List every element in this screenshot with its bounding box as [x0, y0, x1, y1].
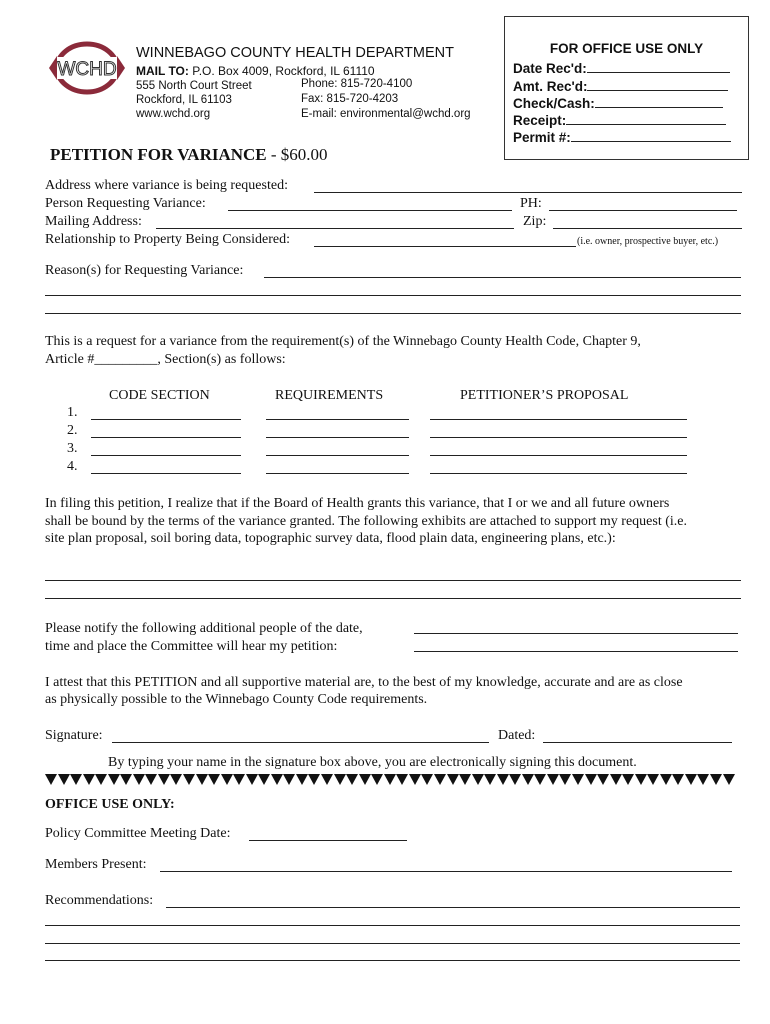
- recommendations-field-1[interactable]: [166, 907, 740, 908]
- zip-label: Zip:: [523, 214, 547, 229]
- mailing-label: Mailing Address:: [45, 214, 142, 229]
- mail-to-value: P.O. Box 4009, Rockford, IL 61110: [192, 64, 375, 78]
- divider-triangle: [559, 774, 571, 785]
- divider-triangle: [472, 774, 484, 785]
- divider-triangle: [334, 774, 346, 785]
- relationship-label: Relationship to Property Being Considered:: [45, 232, 290, 247]
- requirements-field-2[interactable]: [266, 437, 409, 438]
- meeting-date-field[interactable]: [249, 840, 407, 841]
- col-petitioner-proposal: PETITIONER’S PROPOSAL: [460, 388, 629, 403]
- petition-fee: - $60.00: [266, 145, 328, 164]
- address-field[interactable]: [314, 192, 742, 193]
- office-box-title: FOR OFFICE USE ONLY: [549, 41, 704, 56]
- divider-triangle: [585, 774, 597, 785]
- exhibits-field-2[interactable]: [45, 598, 741, 599]
- proposal-field-4[interactable]: [430, 473, 687, 474]
- website-link[interactable]: www.wchd.org: [136, 108, 211, 120]
- person-label: Person Requesting Variance:: [45, 196, 206, 211]
- requirements-field-1[interactable]: [266, 419, 409, 420]
- row-number: 4.: [67, 459, 78, 474]
- divider-triangles: [45, 774, 735, 790]
- divider-triangle: [672, 774, 684, 785]
- reasons-field-3[interactable]: [45, 313, 741, 314]
- signature-field[interactable]: [112, 742, 489, 743]
- signature-label: Signature:: [45, 728, 103, 743]
- svg-text:WCHD: WCHD: [57, 59, 117, 80]
- divider-triangle: [83, 774, 95, 785]
- city-address: Rockford, IL 61103: [136, 94, 232, 106]
- check-cash-field[interactable]: [595, 96, 723, 108]
- divider-triangle: [283, 774, 295, 785]
- esign-note: By typing your name in the signature box above, you are electronically signing this document.: [108, 755, 637, 770]
- receipt-label: Receipt:: [513, 113, 567, 128]
- divider-triangle: [622, 774, 634, 785]
- divider-triangle: [635, 774, 647, 785]
- notify-field-1[interactable]: [414, 633, 738, 634]
- divider-triangle: [233, 774, 245, 785]
- divider-triangle: [183, 774, 195, 785]
- mailing-field[interactable]: [156, 228, 514, 229]
- mail-to-label: MAIL TO:: [136, 64, 189, 78]
- divider-triangle: [409, 774, 421, 785]
- petition-title-text: PETITION FOR VARIANCE: [50, 145, 267, 164]
- divider-triangle: [384, 774, 396, 785]
- wchd-logo: [47, 40, 127, 96]
- check-cash-label: Check/Cash:: [513, 96, 595, 111]
- divider-triangle: [534, 774, 546, 785]
- attest-text-1: I attest that this PETITION and all supportive material are, to the best of my knowledge, accurate and are as close: [45, 675, 683, 690]
- divider-triangle: [133, 774, 145, 785]
- divider-triangle: [271, 774, 283, 785]
- code-section-field-2[interactable]: [91, 437, 241, 438]
- mail-to: [136, 64, 375, 78]
- divider-triangle: [434, 774, 446, 785]
- divider-triangle: [610, 774, 622, 785]
- filing-text-1: In filing this petition, I realize that if the Board of Health grants this variance, that I or we and all future owners: [45, 496, 670, 511]
- divider-triangle: [296, 774, 308, 785]
- divider-triangle: [647, 774, 659, 785]
- code-section-field-4[interactable]: [91, 473, 241, 474]
- divider-triangle: [321, 774, 333, 785]
- divider-triangle: [697, 774, 709, 785]
- filing-text-2: shall be bound by the terms of the variance granted. The following exhibits are attached to support my request (i.e.: [45, 514, 687, 529]
- divider-triangle: [371, 774, 383, 785]
- ph-label: PH:: [520, 196, 542, 211]
- check-cash-row: [513, 96, 723, 111]
- divider-triangle: [685, 774, 697, 785]
- date-recd-row: [513, 61, 730, 76]
- permit-row: [513, 130, 731, 145]
- divider-triangle: [459, 774, 471, 785]
- reasons-label: Reason(s) for Requesting Variance:: [45, 263, 244, 278]
- permit-field[interactable]: [571, 130, 731, 142]
- row-number: 2.: [67, 423, 78, 438]
- divider-triangle: [45, 774, 57, 785]
- col-requirements: REQUIREMENTS: [275, 388, 384, 403]
- recommendations-field-3[interactable]: [45, 943, 740, 944]
- divider-triangle: [547, 774, 559, 785]
- proposal-field-2[interactable]: [430, 437, 687, 438]
- recommendations-field-4[interactable]: [45, 960, 740, 961]
- request-text-2: Article #_________, Section(s) as follows:: [45, 352, 286, 367]
- proposal-field-3[interactable]: [430, 455, 687, 456]
- ph-field[interactable]: [549, 210, 737, 211]
- meeting-date-label: Policy Committee Meeting Date:: [45, 826, 231, 841]
- divider-triangle: [484, 774, 496, 785]
- members-present-label: Members Present:: [45, 857, 147, 872]
- code-section-field-3[interactable]: [91, 455, 241, 456]
- col-code-section: CODE SECTION: [109, 388, 210, 403]
- recommendations-field-2[interactable]: [45, 925, 740, 926]
- office-use-box: [504, 16, 749, 160]
- divider-triangle: [70, 774, 82, 785]
- notify-text-1: Please notify the following additional people of the date,: [45, 621, 363, 636]
- divider-triangle: [572, 774, 584, 785]
- divider-triangle: [346, 774, 358, 785]
- petition-title: [50, 145, 328, 165]
- divider-triangle: [509, 774, 521, 785]
- code-section-field-1[interactable]: [91, 419, 241, 420]
- divider-triangle: [258, 774, 270, 785]
- exhibits-field-1[interactable]: [45, 580, 741, 581]
- email-address[interactable]: E-mail: environmental@wchd.org: [301, 108, 471, 120]
- street-address: 555 North Court Street: [136, 80, 252, 92]
- receipt-field[interactable]: [566, 113, 726, 125]
- attest-text-2: as physically possible to the Winnebago County Code requirements.: [45, 692, 428, 707]
- dated-field[interactable]: [543, 742, 732, 743]
- divider-triangle: [359, 774, 371, 785]
- amt-recd-row: [513, 79, 728, 94]
- divider-triangle: [246, 774, 258, 785]
- reasons-field-2[interactable]: [45, 295, 741, 296]
- amt-recd-label: Amt. Rec'd:: [513, 79, 588, 94]
- date-recd-label: Date Rec'd:: [513, 61, 587, 76]
- divider-triangle: [108, 774, 120, 785]
- permit-label: Permit #:: [513, 130, 571, 145]
- requirements-field-4[interactable]: [266, 473, 409, 474]
- relationship-field[interactable]: [314, 246, 576, 247]
- phone-number: Phone: 815-720-4100: [301, 78, 413, 90]
- zip-field[interactable]: [553, 228, 742, 229]
- divider-triangle: [421, 774, 433, 785]
- proposal-field-1[interactable]: [430, 419, 687, 420]
- row-number: 1.: [67, 405, 78, 420]
- office-section-title: OFFICE USE ONLY:: [45, 797, 175, 812]
- amt-recd-field[interactable]: [587, 79, 728, 91]
- divider-triangle: [447, 774, 459, 785]
- relationship-hint: (i.e. owner, prospective buyer, etc.): [577, 236, 719, 247]
- row-number: 3.: [67, 441, 78, 456]
- address-label: Address where variance is being requested:: [45, 178, 288, 193]
- notify-field-2[interactable]: [414, 651, 738, 652]
- date-recd-field[interactable]: [587, 61, 730, 73]
- divider-triangle: [522, 774, 534, 785]
- reasons-field-1[interactable]: [264, 277, 741, 278]
- divider-triangle: [597, 774, 609, 785]
- dated-label: Dated:: [498, 728, 536, 743]
- divider-triangle: [95, 774, 107, 785]
- fax-number: Fax: 815-720-4203: [301, 93, 399, 105]
- requirements-field-3[interactable]: [266, 455, 409, 456]
- divider-triangle: [660, 774, 672, 785]
- divider-triangle: [710, 774, 722, 785]
- person-field[interactable]: [228, 210, 512, 211]
- divider-triangle: [221, 774, 233, 785]
- divider-triangle: [196, 774, 208, 785]
- divider-triangle: [58, 774, 70, 785]
- filing-text-3: site plan proposal, soil boring data, topographic survey data, flood plain data, engineering plans, etc.):: [45, 531, 616, 546]
- members-present-field[interactable]: [160, 871, 732, 872]
- divider-triangle: [120, 774, 132, 785]
- notify-text-2: time and place the Committee will hear my petition:: [45, 639, 338, 654]
- receipt-row: [513, 113, 726, 128]
- divider-triangle: [158, 774, 170, 785]
- divider-triangle: [497, 774, 509, 785]
- divider-triangle: [208, 774, 220, 785]
- divider-triangle: [396, 774, 408, 785]
- divider-triangle: [308, 774, 320, 785]
- divider-triangle: [145, 774, 157, 785]
- divider-triangle: [723, 774, 735, 785]
- recommendations-label: Recommendations:: [45, 893, 154, 908]
- divider-triangle: [170, 774, 182, 785]
- org-name: WINNEBAGO COUNTY HEALTH DEPARTMENT: [136, 45, 454, 61]
- request-text-1: This is a request for a variance from the requirement(s) of the Winnebago County Health Code, Chapter 9,: [45, 334, 641, 349]
